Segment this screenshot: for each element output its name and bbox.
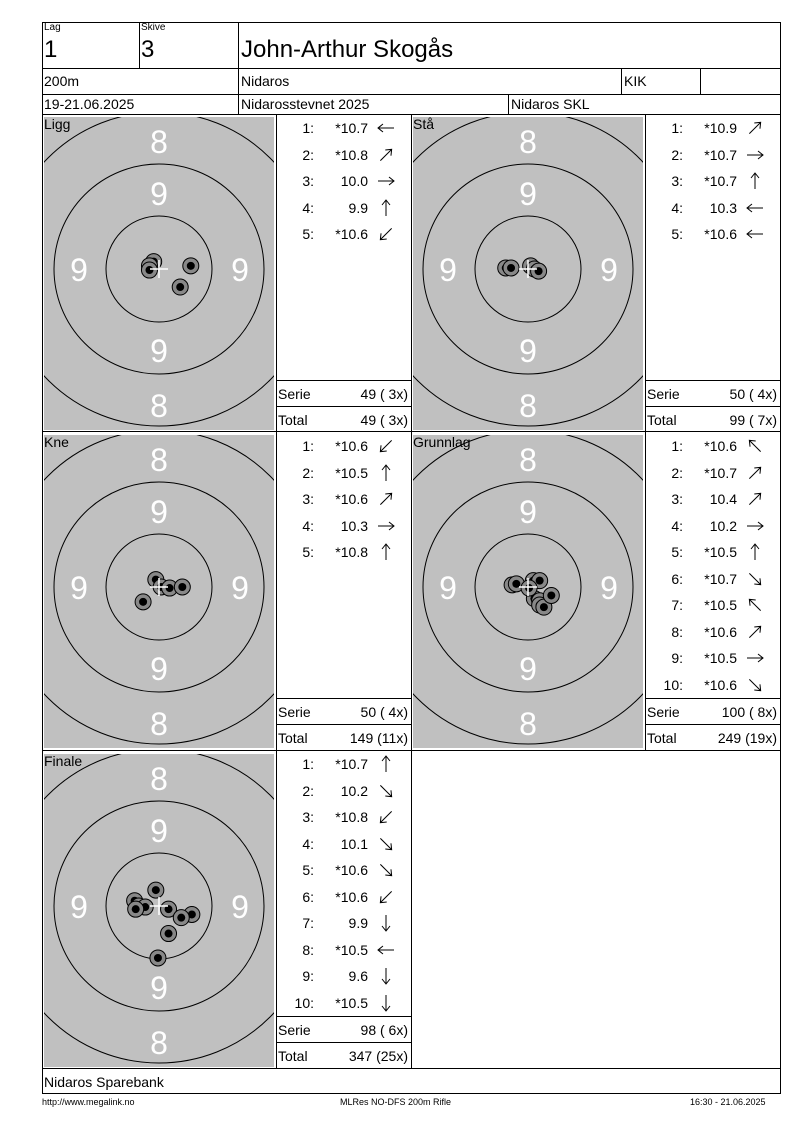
- shot-value: 9.9: [348, 199, 368, 216]
- serie-label: Serie: [647, 386, 680, 402]
- club: Nidaros: [241, 73, 290, 89]
- serie-label: Serie: [278, 704, 311, 720]
- shot-hole: [183, 258, 199, 274]
- shot-number: 2:: [302, 146, 314, 163]
- shot-value: 10.3: [709, 199, 737, 216]
- target-face: [413, 435, 643, 748]
- ring-number: 9: [600, 252, 618, 288]
- ring-number: 8: [150, 706, 168, 742]
- ring-number: 9: [519, 176, 537, 212]
- shot-value: *10.5: [335, 464, 368, 481]
- total-label: Total: [278, 412, 308, 428]
- shot-value: *10.6: [335, 491, 368, 507]
- shot-value: *10.8: [335, 809, 368, 825]
- shot-hole: [521, 580, 537, 596]
- shot-value: 10.4: [709, 491, 737, 507]
- ring-number: 9: [150, 813, 168, 849]
- total-row: [276, 1043, 410, 1069]
- direction-arrow-icon: [745, 437, 765, 455]
- direction-arrow-icon: [745, 649, 765, 667]
- serie-label: Serie: [647, 704, 680, 720]
- shot-number: 5:: [671, 226, 683, 242]
- direction-arrow-icon: [745, 517, 765, 535]
- total-row: [645, 407, 779, 433]
- shot-hole: [503, 260, 519, 276]
- shot-value: *10.7: [335, 756, 368, 772]
- shot-hole: [174, 579, 190, 595]
- shot-number: 4:: [671, 199, 683, 216]
- direction-arrow-icon: [376, 437, 396, 455]
- shot-number: 1:: [302, 120, 314, 136]
- shooter-name: John-Arthur Skogås: [241, 36, 454, 63]
- skive-label: Skive: [141, 22, 166, 33]
- shot-hole: [161, 926, 177, 942]
- direction-arrow-icon: [745, 172, 765, 190]
- shot-value: *10.7: [704, 464, 737, 481]
- shot-number: 3:: [302, 809, 314, 825]
- ring-number: 9: [519, 494, 537, 530]
- direction-arrow-icon: [376, 172, 396, 190]
- shot-number: 4:: [671, 517, 683, 534]
- serie-row: [276, 699, 410, 725]
- shot-value: *10.5: [335, 941, 368, 958]
- shot-value: *10.6: [335, 226, 368, 242]
- ring-number: 8: [150, 388, 168, 424]
- target-face: [44, 754, 274, 1067]
- shot-hole: [543, 587, 559, 603]
- direction-arrow-icon: [376, 543, 396, 561]
- direction-arrow-icon: [745, 623, 765, 641]
- direction-arrow-icon: [745, 199, 765, 217]
- ring-number: 8: [150, 761, 168, 797]
- shot-value: *10.6: [335, 888, 368, 905]
- shot-hole: [135, 594, 151, 610]
- total-label: Total: [278, 1048, 308, 1064]
- direction-arrow-icon: [745, 119, 765, 137]
- direction-arrow-icon: [376, 517, 396, 535]
- direction-arrow-icon: [745, 543, 765, 561]
- shot-value: *10.7: [335, 120, 368, 136]
- shot-hole: [128, 901, 144, 917]
- shot-value: *10.5: [704, 544, 737, 560]
- serie-value: 50 ( 4x): [360, 704, 408, 720]
- ring-number: 9: [231, 889, 249, 925]
- ring-number: 9: [439, 570, 457, 606]
- serie-row: [645, 381, 779, 407]
- ring-number: 9: [70, 889, 88, 925]
- direction-arrow-icon: [376, 490, 396, 508]
- shot-number: 3:: [302, 491, 314, 507]
- shot-number: 10:: [663, 676, 683, 693]
- ring-number: 9: [439, 252, 457, 288]
- ring-number: 9: [70, 252, 88, 288]
- direction-arrow-icon: [376, 808, 396, 826]
- shot-value: *10.7: [704, 173, 737, 189]
- organizer: Nidaros SKL: [511, 96, 590, 112]
- sponsor: Nidaros Sparebank: [44, 1074, 164, 1090]
- direction-arrow-icon: [376, 967, 396, 985]
- shot-value: 9.9: [348, 915, 368, 931]
- serie-value: 98 ( 6x): [360, 1022, 408, 1038]
- ring-number: 8: [519, 442, 537, 478]
- competition: Nidarosstevnet 2025: [241, 96, 370, 112]
- serie-row: [276, 1017, 410, 1043]
- shot-number: 5:: [671, 544, 683, 560]
- shot-hole: [148, 882, 164, 898]
- ring-number: 9: [150, 176, 168, 212]
- shot-number: 4:: [302, 835, 314, 852]
- shot-value: *10.6: [704, 226, 737, 242]
- shot-number: 1:: [671, 438, 683, 454]
- shot-value: 10.0: [340, 173, 368, 189]
- total-value: 99 ( 7x): [729, 412, 777, 428]
- shot-value: 10.3: [340, 517, 368, 534]
- total-row: [276, 407, 410, 433]
- direction-arrow-icon: [745, 464, 765, 482]
- total-label: Total: [647, 730, 677, 746]
- shot-number: 2:: [671, 464, 683, 481]
- shot-number: 8:: [302, 941, 314, 958]
- shot-number: 9:: [671, 650, 683, 666]
- ring-number: 8: [150, 1025, 168, 1061]
- direction-arrow-icon: [376, 199, 396, 217]
- direction-arrow-icon: [745, 490, 765, 508]
- lag-value: 1: [44, 36, 58, 63]
- total-value: 249 (19x): [717, 730, 777, 746]
- direction-arrow-icon: [376, 835, 396, 853]
- target-face: [44, 117, 274, 430]
- serie-value: 50 ( 4x): [729, 386, 777, 402]
- shot-value: *10.5: [704, 650, 737, 666]
- target-title: Stå: [413, 116, 435, 132]
- shot-number: 3:: [671, 173, 683, 189]
- ring-number: 8: [150, 124, 168, 160]
- shot-value: 10.1: [340, 835, 368, 852]
- total-row: [645, 725, 779, 751]
- dates: 19-21.06.2025: [44, 96, 135, 112]
- ring-number: 9: [519, 651, 537, 687]
- direction-arrow-icon: [376, 861, 396, 879]
- serie-row: [276, 381, 410, 407]
- shot-number: 5:: [302, 226, 314, 242]
- shot-number: 7:: [302, 915, 314, 931]
- shot-value: *10.8: [335, 146, 368, 163]
- direction-arrow-icon: [376, 914, 396, 932]
- shot-value: *10.6: [335, 862, 368, 878]
- shot-hole: [173, 910, 189, 926]
- ring-number: 9: [150, 494, 168, 530]
- shot-number: 6:: [302, 888, 314, 905]
- lag-label: Lag: [44, 22, 61, 33]
- target-title: Grunnlag: [413, 434, 471, 450]
- total-label: Total: [278, 730, 308, 746]
- shot-number: 7:: [671, 597, 683, 613]
- total-value: 149 (11x): [349, 730, 408, 746]
- ring-number: 8: [519, 124, 537, 160]
- direction-arrow-icon: [745, 225, 765, 243]
- ring-number: 8: [519, 388, 537, 424]
- target-title: Ligg: [44, 116, 71, 132]
- shot-value: *10.5: [704, 597, 737, 613]
- shot-value: *10.6: [704, 623, 737, 640]
- shot-number: 3:: [671, 491, 683, 507]
- footer-url[interactable]: http://www.megalink.no: [42, 1097, 135, 1107]
- direction-arrow-icon: [376, 225, 396, 243]
- ring-number: 9: [150, 970, 168, 1006]
- ring-number: 8: [150, 442, 168, 478]
- shot-number: 4:: [302, 199, 314, 216]
- shot-value: *10.7: [704, 570, 737, 587]
- ring-number: 9: [150, 333, 168, 369]
- shot-number: 2:: [671, 146, 683, 163]
- ring-number: 9: [150, 651, 168, 687]
- ring-number: 9: [231, 252, 249, 288]
- shot-number: 4:: [302, 517, 314, 534]
- direction-arrow-icon: [745, 596, 765, 614]
- serie-value: 49 ( 3x): [360, 386, 408, 402]
- target-face: [44, 435, 274, 748]
- direction-arrow-icon: [376, 464, 396, 482]
- shot-hole: [531, 263, 547, 279]
- shot-value: *10.6: [704, 676, 737, 693]
- shot-value: *10.6: [335, 438, 368, 454]
- shot-value: *10.8: [335, 544, 368, 560]
- ring-number: 9: [231, 570, 249, 606]
- shot-value: 10.2: [709, 517, 737, 534]
- ring-number: 9: [519, 333, 537, 369]
- shot-hole: [172, 279, 188, 295]
- class: KIK: [624, 73, 647, 89]
- total-label: Total: [647, 412, 677, 428]
- skive-value: 3: [141, 36, 155, 63]
- shot-number: 6:: [671, 570, 683, 587]
- direction-arrow-icon: [376, 755, 396, 773]
- direction-arrow-icon: [376, 994, 396, 1012]
- total-value: 347 (25x): [348, 1048, 408, 1064]
- ring-number: 9: [600, 570, 618, 606]
- shot-hole: [150, 950, 166, 966]
- shot-value: *10.6: [704, 438, 737, 454]
- serie-label: Serie: [278, 1022, 311, 1038]
- shot-number: 10:: [294, 994, 314, 1011]
- distance: 200m: [44, 73, 80, 89]
- shot-number: 1:: [302, 438, 314, 454]
- ring-number: 8: [519, 706, 537, 742]
- shot-number: 3:: [302, 173, 314, 189]
- shot-value: *10.9: [704, 120, 737, 136]
- direction-arrow-icon: [376, 119, 396, 137]
- shot-number: 2:: [302, 464, 314, 481]
- direction-arrow-icon: [745, 676, 765, 694]
- direction-arrow-icon: [376, 941, 396, 959]
- shot-number: 8:: [671, 623, 683, 640]
- shot-hole: [141, 262, 157, 278]
- direction-arrow-icon: [376, 782, 396, 800]
- footer-system: MLRes NO-DFS 200m Rifle: [340, 1097, 452, 1107]
- target-title: Finale: [44, 753, 83, 769]
- shot-number: 2:: [302, 782, 314, 799]
- shot-value: 10.2: [340, 782, 368, 799]
- target-face: [413, 117, 643, 430]
- shot-number: 5:: [302, 544, 314, 560]
- serie-value: 100 ( 8x): [721, 704, 777, 720]
- shot-number: 5:: [302, 862, 314, 878]
- total-value: 49 ( 3x): [360, 412, 408, 428]
- shot-value: *10.7: [704, 146, 737, 163]
- shot-value: *10.5: [335, 994, 368, 1011]
- serie-row: [645, 699, 779, 725]
- serie-label: Serie: [278, 386, 311, 402]
- ring-number: 9: [70, 570, 88, 606]
- direction-arrow-icon: [745, 570, 765, 588]
- direction-arrow-icon: [376, 888, 396, 906]
- shot-value: 9.6: [348, 968, 368, 984]
- total-row: [276, 725, 410, 751]
- direction-arrow-icon: [745, 146, 765, 164]
- shot-number: 9:: [302, 968, 314, 984]
- shot-number: 1:: [302, 756, 314, 772]
- footer-printed: 16:30 - 21.06.2025: [690, 1097, 766, 1107]
- direction-arrow-icon: [376, 146, 396, 164]
- target-title: Kne: [44, 434, 69, 450]
- shot-number: 1:: [671, 120, 683, 136]
